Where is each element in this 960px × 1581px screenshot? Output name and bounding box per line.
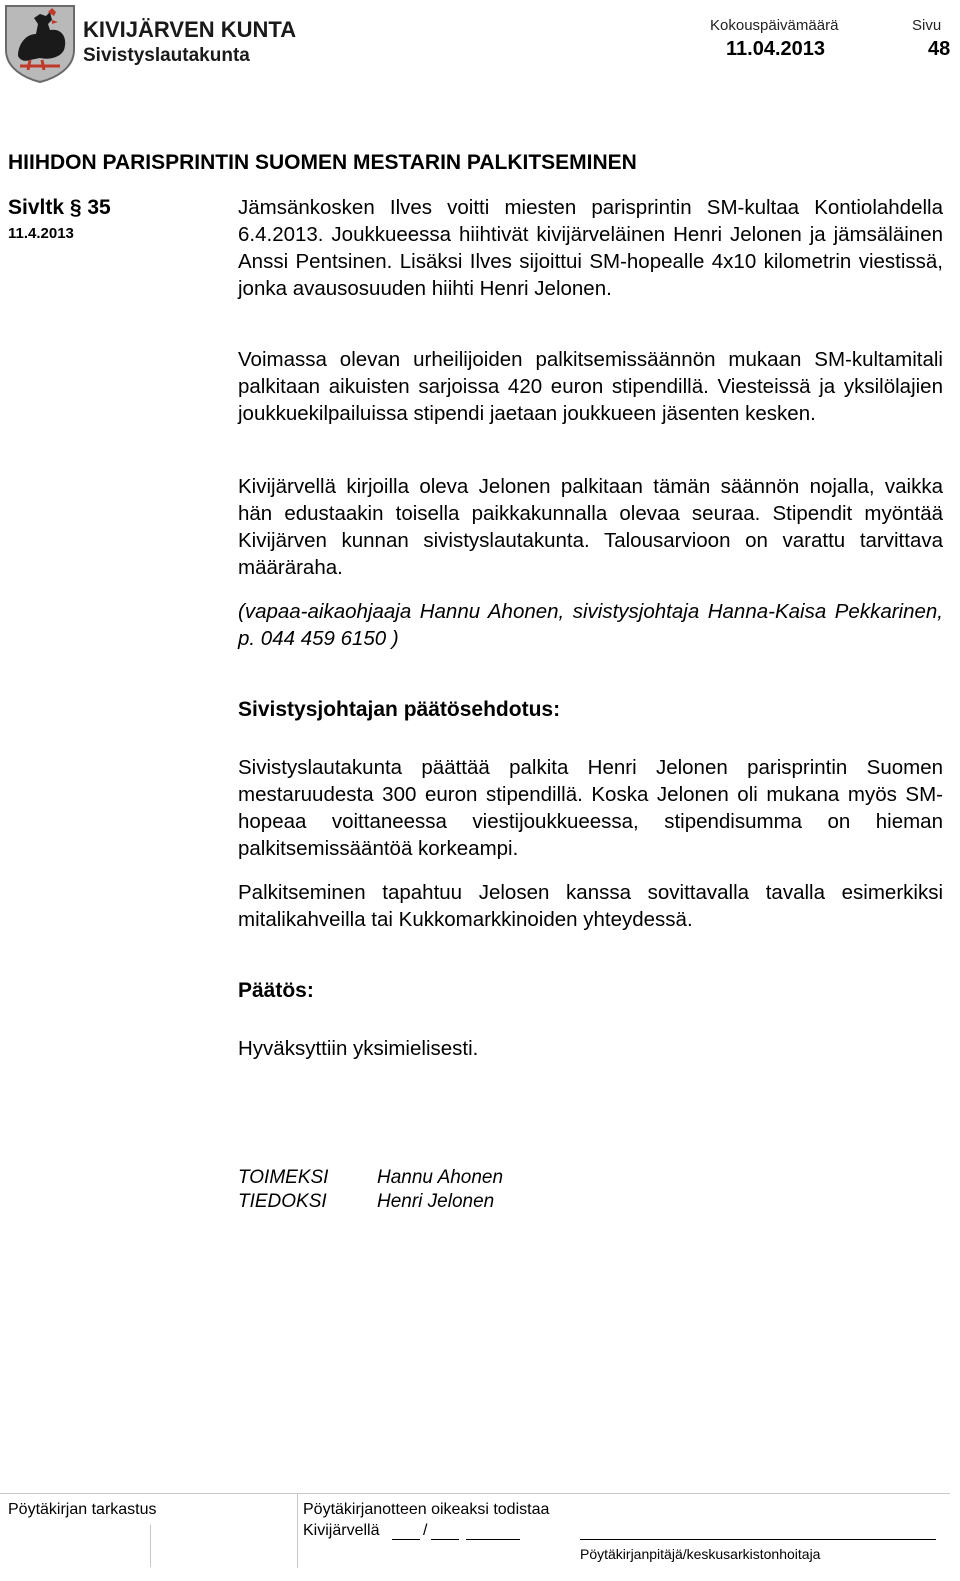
body-paragraph-1 [238,194,943,302]
body-paragraph-3 [238,473,943,581]
date-separator: / [423,1522,428,1539]
page-label: Sivu [912,17,942,34]
document-title: HIIHDON PARISPRINTIN SUOMEN MESTARIN PALKITSEMINEN [8,151,637,174]
paragraph: Kivijärvellä kirjoilla oleva Jelonen palkitaan tämän säännön nojalla, vaikka hän edustaakin toisella paikkakunnalla olevaa seuraa. Stipendit myöntää Kivijärven kunnan sivistyslautakunta. Talousarvioon on varattu tarvittava määräraha. [238,475,943,579]
proposal-heading: Sivistysjohtajan päätösehdotus: [238,698,561,721]
paragraph: Palkitseminen tapahtuu Jelosen kanssa sovittavalla tavalla esimerkiksi mitalikahveilla tai Kukkomarkkinoiden yhteydessä. [238,881,943,931]
rooster-coat-of-arms-icon [4,4,76,84]
paragraph: Sivistyslautakunta päättää palkita Henri Jelonen parisprintin Suomen mestaruudesta 300 euron stipendillä. Koska Jelonen oli mukana myös SM-hopeaa voittaneessa viestijoukkueessa, stipendisumma on hieman palkitsemissääntöä korkeampi. [238,756,943,860]
year-line [466,1539,520,1540]
signature-line [580,1539,936,1540]
proposal-paragraph-2 [238,879,943,933]
paragraph: Voimassa olevan urheilijoiden palkitsemissäännön mukaan SM-kultamitali palkitaan aikuisten sarjoissa 420 euron stipendillä. Viesteissä ja yksilölajien joukkuekilpailuissa stipendi jaetaan joukkueen jäsenten kesken. [238,348,943,425]
proposal-paragraph-1 [238,754,943,862]
distribution-recipient-2: Henri Jelonen [377,1191,495,1212]
signer-title: Pöytäkirjanpitäjä/keskusarkistonhoitaja [580,1546,821,1562]
meeting-date-value: 11.04.2013 [726,38,825,60]
certify-label: Pöytäkirjanotteen oikeaksi todistaa [303,1501,550,1518]
month-line [431,1539,459,1540]
distribution-recipient-1: Hannu Ahonen [377,1167,504,1188]
contact-info [238,598,943,652]
footer [0,1493,950,1568]
place-label: Kivijärvellä [303,1522,380,1539]
paragraph: Jämsänkosken Ilves voitti miesten parisprintin SM-kultaa Kontiolahdella 6.4.2013. Joukkueessa hiihtivät kivijärveläinen Henri Jelonen ja jämsäläinen Anssi Pentsinen. Lisäksi Ilves sijoittui SM-hopealle 4x10 kilometrin viestissä, jonka avausosuuden hiihti Henri Jelonen. [238,196,943,300]
body-paragraph-2 [238,346,943,427]
decision-heading: Päätös: [238,979,314,1002]
section-date: 11.4.2013 [8,225,74,242]
org-unit: Sivistyslautakunta [83,45,250,66]
distribution-action-2: TIEDOKSI [238,1191,327,1212]
contact-text: (vapaa-aikaohjaaja Hannu Ahonen, sivistysjohtaja Hanna-Kaisa Pekkarinen, p. 044 459 6150 ) [238,600,943,650]
org-name: KIVIJÄRVEN KUNTA [83,17,297,42]
section-code: Sivltk § 35 [8,196,111,219]
decision-text: Hyväksyttiin yksimielisesti. [238,1037,479,1060]
meeting-date-label: Kokouspäivämäärä [710,17,839,34]
review-label: Pöytäkirjan tarkastus [8,1501,157,1518]
distribution-action-1: TOIMEKSI [238,1167,329,1188]
page-number: 48 [928,38,951,60]
day-line [392,1539,420,1540]
